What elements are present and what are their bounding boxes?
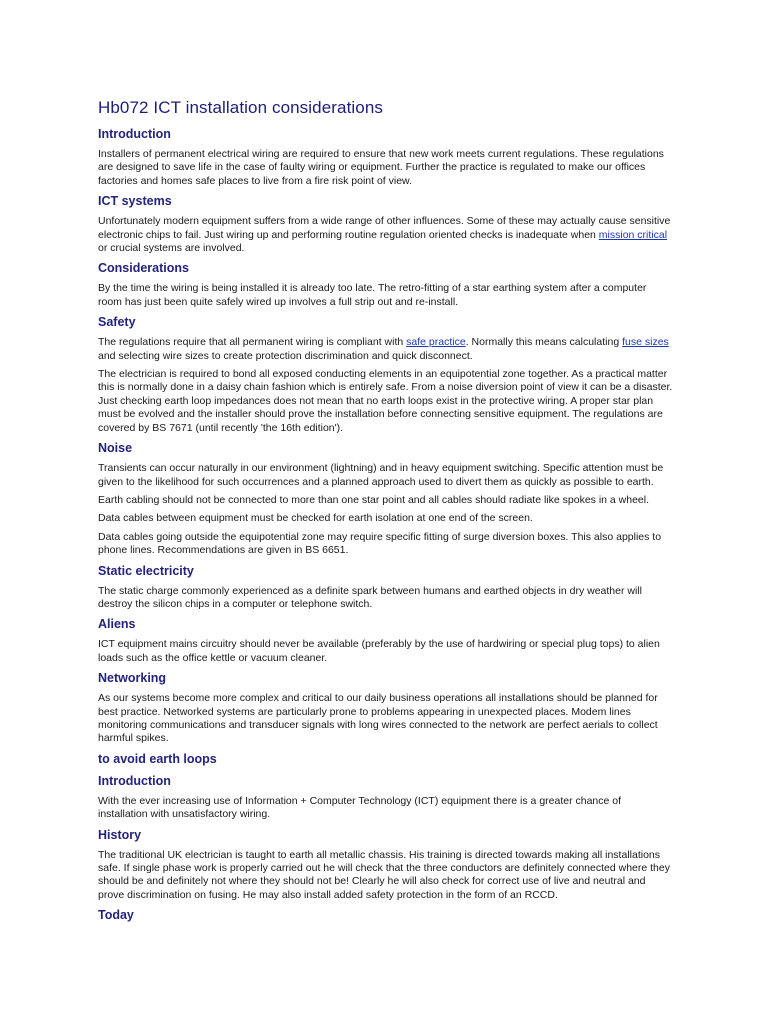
heading-considerations: Considerations	[98, 261, 189, 276]
heading-safety: Safety	[98, 315, 136, 330]
heading-introduction-2: Introduction	[98, 773, 171, 788]
paragraph-networking: As our systems become more complex and critical to our daily business operations all installations should be planned for best practice. Networked systems are particularly prone to problems appearing in unexpected places. Modem lines monitoring communications and transducer signals with long wires connected to the network are perfect aerials to collect harmful spikes.	[98, 692, 658, 745]
paragraph-noise-4: Data cables going outside the equipotential zone may require specific fitting of surge diversion boxes. This also applies to phone lines. Recommendations are given in BS 6651.	[98, 530, 662, 557]
mission-critical-link[interactable]: mission critical	[598, 228, 668, 241]
heading-avoid-earth-loops: to avoid earth loops	[98, 751, 217, 766]
paragraph-safety-1	[98, 336, 673, 363]
heading-today: Today	[98, 908, 134, 923]
page-title: Hb072 ICT installation considerations	[98, 98, 383, 117]
heading-aliens: Aliens	[98, 617, 136, 632]
text-segment: The regulations require that all permanent wiring is compliant with	[98, 336, 407, 349]
heading-static-electricity: Static electricity	[98, 563, 194, 578]
paragraph-static-electricity: The static charge commonly experienced as a definite spark between humans and earthed objects in dry weather will destroy the silicon chips in a computer or telephone switch.	[98, 584, 642, 610]
text-segment: and selecting wire sizes to create protection discrimination and quick disconnect.	[98, 349, 473, 362]
paragraph-introduction-2: With the ever increasing use of Information + Computer Technology (ICT) equipment there is a greater chance of installation with unsatisfactory wiring.	[98, 794, 622, 821]
heading-introduction: Introduction	[98, 127, 171, 141]
heading-networking: Networking	[98, 671, 167, 686]
paragraph-safety-2: The electrician is required to bond all exposed conducting elements in an equipotential zone together. As a practical matter this is normally done in a daisy chain fashion which is entirely safe. From a noise diversion point of view it can be a disaster. Just checking earth loop impedances does not mean that no earth loops exist in the protective wiring. A proper star plan must be evolved and the installer should prove the installation before connecting sensitive equipment. The regulations are covered by BS 7671 (until recently 'the 16th edition').	[98, 368, 673, 434]
text-segment: . Normally this means calculating	[465, 336, 623, 349]
paragraph-ict-systems	[98, 215, 673, 255]
heading-noise: Noise	[98, 441, 133, 456]
heading-ict-systems: ICT systems	[98, 194, 172, 209]
safe-practice-link[interactable]: safe practice	[406, 336, 466, 349]
paragraph-noise-2: Earth cabling should not be connected to more than one star point and all cables should radiate like spokes in a wheel.	[98, 493, 650, 506]
paragraph-considerations: By the time the wiring is being installed it is already too late. The retro-fitting of a star earthing system after a computer room has just been quite safely wired up involves a full strip out and re-install.	[98, 282, 647, 308]
paragraph-noise-3: Data cables between equipment must be checked for earth isolation at one end of the screen.	[98, 512, 533, 525]
paragraph-noise-1: Transients can occur naturally in our environment (lightning) and in heavy equipment switching. Specific attention must be given to the likelihood for such occurrences and a planned approach used to divert them as quickly as possible to earth.	[98, 462, 664, 488]
paragraph-history: The traditional UK electrician is taught to earth all metallic chassis. His training is directed towards making all installations safe. If single phase work is properly carried out he will check that the three conductors are definitely connected where they should be and definitely not where they should not be! Clearly he will also check for correct use of live and neutral and prove discrimination on fusing. He may also install added safety protection in the form of an RCCD.	[98, 848, 670, 901]
text-segment: or crucial systems are involved.	[98, 242, 245, 255]
text-segment: Unfortunately modern equipment suffers from a wide range of other influences. Some of these may actually cause sensitive electronic chips to fail. Just wiring up and performing routine regulation oriented checks is inadequate when	[98, 215, 671, 241]
heading-history: History	[98, 827, 142, 842]
document-page	[98, 96, 673, 924]
paragraph-introduction: Installers of permanent electrical wiring are required to ensure that new work meets current regulations. These regulations are designed to save life in the case of faulty wiring or equipment. Further the practice is regulated to make our offices factories and homes safe places to live from a fire risk point of view.	[98, 148, 664, 187]
fuse-sizes-link[interactable]: fuse sizes	[622, 336, 669, 349]
paragraph-aliens: ICT equipment mains circuitry should never be available (preferably by the use of hardwiring or special plug tops) to alien loads such as the office kettle or vacuum cleaner.	[98, 638, 660, 664]
